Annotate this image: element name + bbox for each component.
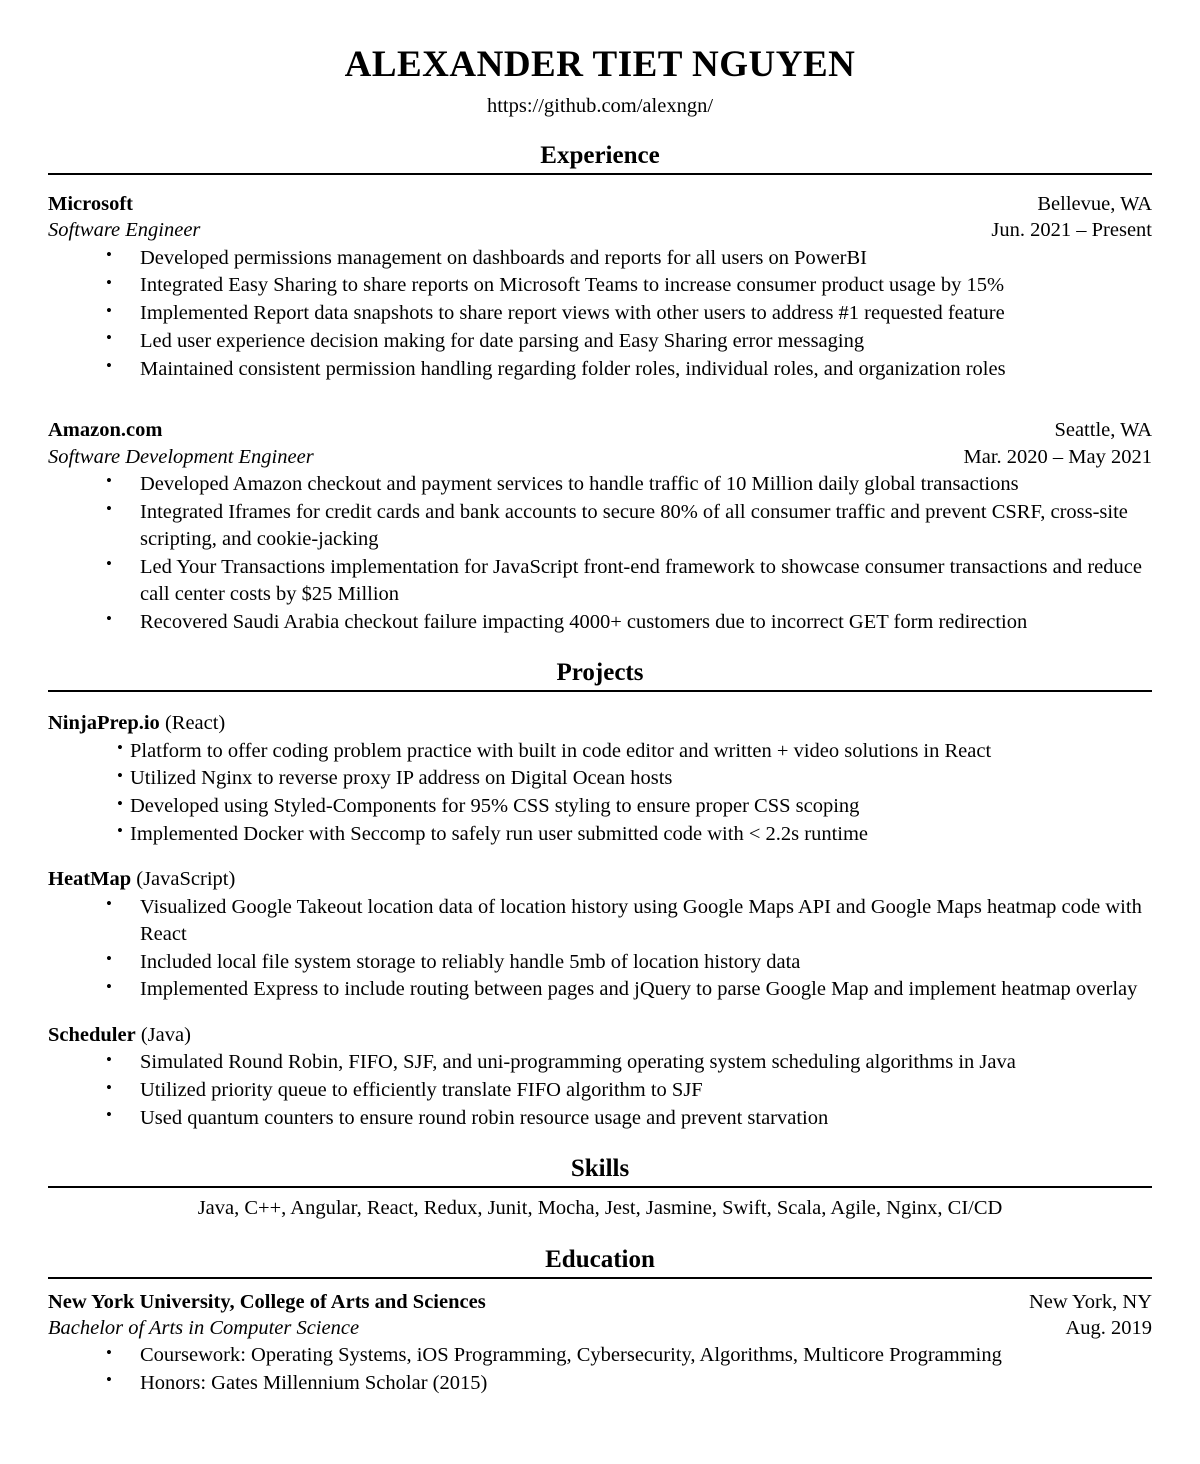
list-item: • Honors: Gates Millennium Scholar (2015) (48, 1370, 1152, 1397)
list-item: • Utilized priority queue to efficiently translate FIFO algorithm to SJF (48, 1077, 1152, 1104)
school-location: New York, NY (1028, 1290, 1152, 1313)
section-rule-education (48, 1277, 1152, 1279)
section-heading-skills: Skills (570, 1155, 630, 1183)
section-rule-experience (48, 173, 1152, 175)
section-heading-projects: Projects (556, 658, 644, 686)
list-item: • Maintained consistent permission handling regarding folder roles, individual roles, and organization roles (48, 356, 1152, 383)
skills-list: Java, C++, Angular, React, Redux, Junit, Mocha, Jest, Jasmine, Swift, Scala, Agile, Nginx, CI/CD (197, 1197, 1003, 1220)
employer-name: Microsoft (48, 193, 134, 216)
list-item: • Implemented Docker with Seccomp to safely run user submitted code with < 2.2s runtime (48, 821, 1152, 848)
employer-name: Amazon.com (48, 419, 163, 442)
school-name: New York University, College of Arts and Sciences (48, 1290, 486, 1313)
experience-entry-row-org (48, 417, 1152, 443)
list-item: • Developed using Styled-Components for 95% CSS styling to ensure proper CSS scoping (48, 793, 1152, 820)
section-rule-skills (48, 1186, 1152, 1188)
experience-entry-row-org (48, 191, 1152, 217)
employer-location: Bellevue, WA (1037, 193, 1152, 216)
list-item: • Visualized Google Takeout location data of location history using Google Maps API and Google Maps heatmap code with React (48, 894, 1152, 949)
list-item: • Coursework: Operating Systems, iOS Programming, Cybersecurity, Algorithms, Multicore Programming (48, 1342, 1152, 1369)
project-bullet-list (48, 738, 1152, 849)
project-name: HeatMap (48, 868, 132, 891)
list-item: • Developed permissions management on dashboards and reports for all users on PowerBI (48, 245, 1152, 272)
project-entry (48, 710, 1152, 848)
project-name: Scheduler (48, 1023, 136, 1046)
project-tech: (JavaScript) (136, 868, 236, 891)
project-name: NinjaPrep.io (48, 711, 160, 734)
education-entry-row-degree (48, 1315, 1152, 1341)
spacer (48, 383, 1152, 401)
experience-bullet-list (48, 245, 1152, 383)
project-tech: (React) (164, 711, 226, 734)
project-bullet-list (48, 894, 1152, 1004)
section-heading-education: Education (545, 1245, 655, 1273)
experience-entry (48, 417, 1152, 635)
project-title (48, 1022, 1152, 1049)
education-entry (48, 1289, 1152, 1397)
project-title (48, 710, 1152, 737)
experience-section (48, 191, 1152, 636)
list-item: • Developed Amazon checkout and payment services to handle traffic of 10 Million daily global transactions (48, 471, 1152, 498)
experience-entry-row-role (48, 444, 1152, 470)
resume-header (48, 0, 1152, 119)
list-item: • Included local file system storage to reliably handle 5mb of location history data (48, 949, 1152, 976)
list-item: • Platform to offer coding problem practice with built in code editor and written + video solutions in React (48, 738, 1152, 765)
project-title (48, 866, 1152, 893)
education-entry-row-school (48, 1289, 1152, 1315)
list-item: • Simulated Round Robin, FIFO, SJF, and uni-programming operating system scheduling algorithms in Java (48, 1049, 1152, 1076)
job-dates: Mar. 2020 – May 2021 (963, 445, 1152, 468)
list-item: • Used quantum counters to ensure round robin resource usage and prevent starvation (48, 1105, 1152, 1132)
education-bullet-list (48, 1342, 1152, 1397)
candidate-name: ALEXANDER TIET NGUYEN (344, 44, 856, 85)
job-title: Software Development Engineer (48, 445, 314, 468)
employer-location: Seattle, WA (1054, 419, 1152, 442)
project-entry (48, 1022, 1152, 1132)
experience-entry (48, 191, 1152, 383)
section-heading-experience: Experience (540, 142, 660, 170)
project-entry (48, 866, 1152, 1004)
list-item: • Integrated Easy Sharing to share reports on Microsoft Teams to increase consumer product usage by 15% (48, 272, 1152, 299)
education-section (48, 1289, 1152, 1397)
degree-title: Bachelor of Arts in Computer Science (48, 1316, 360, 1339)
job-dates: Jun. 2021 – Present (991, 219, 1152, 242)
job-title: Software Engineer (48, 219, 201, 242)
list-item: • Utilized Nginx to reverse proxy IP address on Digital Ocean hosts (48, 765, 1152, 792)
candidate-github-link[interactable]: https://github.com/alexngn/ (486, 94, 714, 117)
section-rule-projects (48, 690, 1152, 692)
projects-section (48, 710, 1152, 1132)
project-bullet-list (48, 1049, 1152, 1132)
graduation-date: Aug. 2019 (1065, 1316, 1152, 1339)
project-tech: (Java) (140, 1023, 191, 1046)
list-item: • Led user experience decision making for date parsing and Easy Sharing error messaging (48, 328, 1152, 355)
list-item: • Recovered Saudi Arabia checkout failure impacting 4000+ customers due to incorrect GET form redirection (48, 609, 1152, 636)
list-item: • Implemented Report data snapshots to share report views with other users to address #1 requested feature (48, 300, 1152, 327)
list-item: • Led Your Transactions implementation for JavaScript front-end framework to showcase consumer transactions and reduce call center costs by $25 Million (48, 554, 1152, 609)
list-item: • Integrated Iframes for credit cards and bank accounts to secure 80% of all consumer traffic and prevent CSRF, cross-site scripting, and cookie-jacking (48, 499, 1152, 554)
experience-bullet-list (48, 471, 1152, 636)
experience-entry-row-role (48, 217, 1152, 243)
list-item: • Implemented Express to include routing between pages and jQuery to parse Google Map and implement heatmap overlay (48, 976, 1152, 1003)
